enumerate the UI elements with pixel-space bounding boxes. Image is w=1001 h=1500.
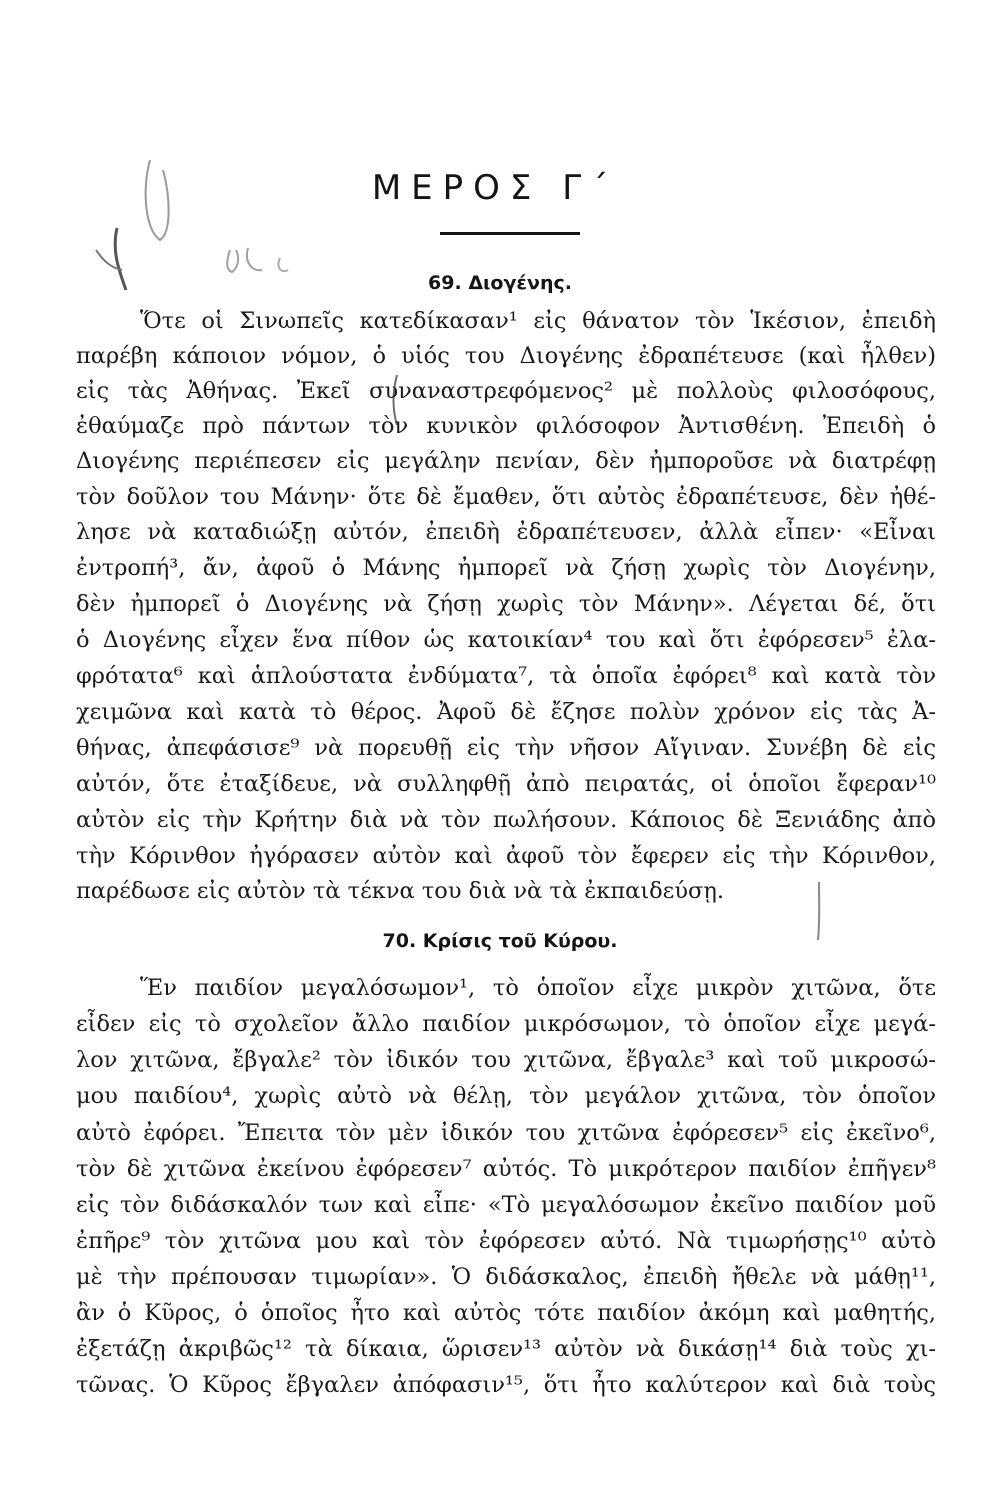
text-line: λον χιτῶνα, ἔβγαλε² τὸν ἰδικόν του χιτῶνα, ἔβγαλε³ καὶ τοῦ μικροσώ-: [76, 1047, 936, 1073]
section-heading: 70. Κρίσις τοῦ Κύρου.: [382, 930, 618, 952]
text-line: ἂν ὁ Κῦρος, ὁ ὁποῖος ἦτο καὶ αὐτὸς τότε παιδίον ἀκόμη καὶ μαθητής,: [76, 1300, 936, 1326]
section-heading: 69. Διογένης.: [428, 272, 572, 294]
text-line: εἰς τὰς Ἀθήνας. Ἐκεῖ συναναστρεφόμενος² μὲ πολλοὺς φιλοσόφους,: [76, 378, 936, 404]
text-line: ὁ Διογένης εἶχεν ἕνα πίθον ὡς κατοικίαν⁴ του καὶ ὅτι ἐφόρεσεν⁵ ἐλα-: [76, 627, 936, 653]
text-line: εἶδεν εἰς τὸ σχολεῖον ἄλλο παιδίον μικρόσωμον, τὸ ὁποῖον εἶχε μεγά-: [76, 1011, 936, 1037]
text-line: αὐτὸ ἐφόρει. Ἔπειτα τὸν μὲν ἰδικόν του χιτῶνα ἐφόρεσεν⁵ εἰς ἐκεῖνο⁶,: [76, 1120, 936, 1146]
text-line: ἐπῆρε⁹ τὸν χιτῶνα μου καὶ τὸν ἐφόρεσεν αὐτό. Νὰ τιμωρήσῃς¹⁰ αὐτὸ: [76, 1228, 936, 1254]
text-line: μου παιδίου⁴, χωρὶς αὐτὸ νὰ θέλῃ, τὸν μεγάλον χιτῶνα, τὸν ὁποῖον: [76, 1083, 936, 1109]
part-title: ΜΕΡΟΣ Γ΄: [371, 168, 619, 208]
text-line: χειμῶνα καὶ κατὰ τὸ θέρος. Ἀφοῦ δὲ ἔζησε πολὺν χρόνον εἰς τὰς Ἀ-: [76, 699, 936, 725]
text-line: θήνας, ἀπεφάσισε⁹ νὰ πορευθῇ εἰς τὴν νῆσον Αἴγιναν. Συνέβη δὲ εἰς: [76, 735, 936, 761]
text-line: δὲν ἠμπορεῖ ὁ Διογένης νὰ ζήσῃ χωρὶς τὸν Μάνην». Λέγεται δέ, ὅτι: [76, 591, 936, 617]
text-line: λησε νὰ καταδιώξῃ αὐτόν, ἐπειδὴ ἐδραπέτευσεν, ἀλλὰ εἶπεν· «Εἶναι: [76, 519, 936, 545]
text-line: φρότατα⁶ καὶ ἁπλούστατα ἐνδύματα⁷, τὰ ὁποῖα ἐφόρει⁸ καὶ κατὰ τὸν: [76, 663, 936, 689]
title-underline: [440, 232, 580, 235]
text-line: εἰς τὸν διδάσκαλόν των καὶ εἶπε· «Τὸ μεγαλόσωμον ἐκεῖνο παιδίον μοῦ: [76, 1192, 936, 1218]
text-line: τὸν δοῦλον του Μάνην· ὅτε δὲ ἔμαθεν, ὅτι αὐτὸς ἐδραπέτευσε, δὲν ἠθέ-: [76, 484, 936, 510]
text-line: αὐτὸν εἰς τὴν Κρήτην διὰ νὰ τὸν πωλήσουν. Κάποιος δὲ Ξενιάδης ἀπὸ: [76, 807, 936, 833]
text-line: ἐντροπή³, ἄν, ἀφοῦ ὁ Μάνης ἠμπορεῖ νὰ ζήσῃ χωρὶς τὸν Διογένην,: [76, 555, 936, 581]
text-line: αὐτόν, ὅτε ἐταξίδευε, νὰ συλληφθῇ ἀπὸ πειρατάς, οἱ ὁποῖοι ἔφεραν¹⁰: [76, 771, 936, 797]
text-line: ἐξετάζῃ ἀκριβῶς¹² τὰ δίκαια, ὥρισεν¹³ αὐτὸν νὰ δικάσῃ¹⁴ διὰ τοὺς χι-: [76, 1336, 936, 1362]
text-line: τὴν Κόρινθον ἠγόρασεν αὐτὸν καὶ ἀφοῦ τὸν ἔφερεν εἰς τὴν Κόρινθον,: [76, 843, 936, 869]
text-line: Ὅτε οἱ Σινωπεῖς κατεδίκασαν¹ εἰς θάνατον τὸν Ἱκέσιον, ἐπειδὴ: [140, 308, 936, 334]
text-line: παρέβη κάποιον νόμον, ὁ υἱός του Διογένης ἐδραπέτευσε (καὶ ἦλθεν): [76, 343, 936, 369]
text-line: ἐθαύμαζε πρὸ πάντων τὸν κυνικὸν φιλόσοφον Ἀντισθένη. Ἐπειδὴ ὁ: [76, 413, 936, 439]
text-line: τὸν δὲ χιτῶνα ἐκείνου ἐφόρεσεν⁷ αὐτός. Τὸ μικρότερον παιδίον ἐπῆγεν⁸: [76, 1156, 936, 1182]
text-line: παρέδωσε εἰς αὐτὸν τὰ τέκνα του διὰ νὰ τὰ ἐκπαιδεύσῃ.: [76, 878, 725, 904]
text-line: τῶνας. Ὁ Κῦρος ἔβγαλεν ἀπόφασιν¹⁵, ὅτι ἦτο καλύτερον καὶ διὰ τοὺς: [76, 1372, 936, 1398]
text-line: Διογένης περιέπεσεν εἰς μεγάλην πενίαν, δὲν ἠμποροῦσε νὰ διατρέφῃ: [76, 448, 936, 474]
text-line: μὲ τὴν πρέπουσαν τιμωρίαν». Ὁ διδάσκαλος, ἐπειδὴ ἤθελε νὰ μάθῃ¹¹,: [76, 1264, 936, 1290]
text-line: Ἕν παιδίον μεγαλόσωμον¹, τὸ ὁποῖον εἶχε μικρὸν χιτῶνα, ὅτε: [140, 975, 936, 1001]
